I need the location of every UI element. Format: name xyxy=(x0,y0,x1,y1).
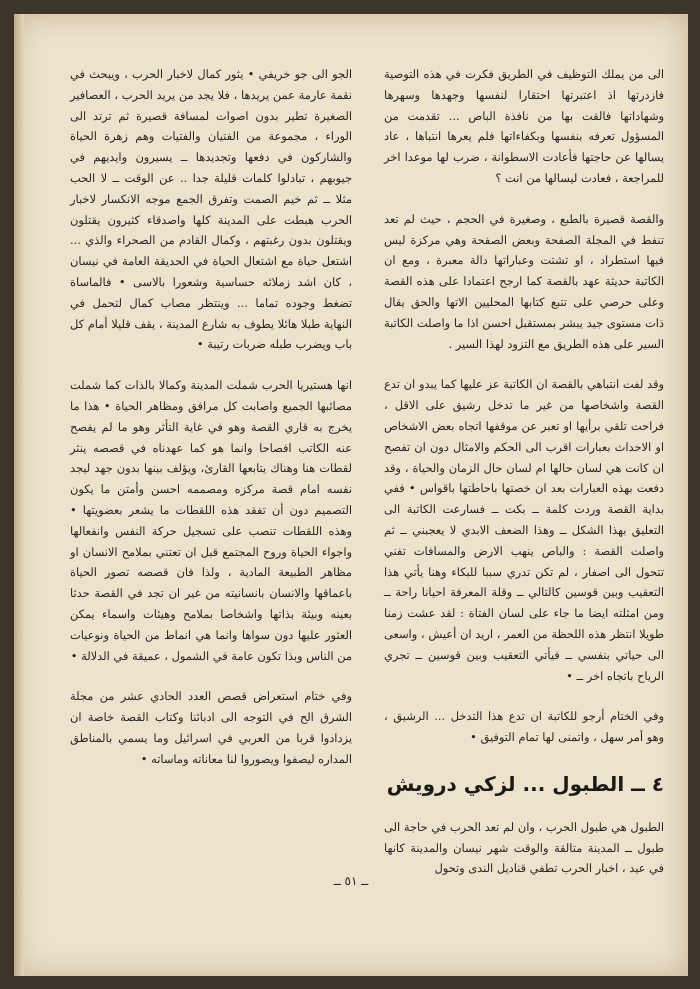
right-paragraph-1: الى من يملك التوظيف في الطريق فكرت في هذه التوصية فازدرتها اذ اعتبرتها احتقارا لنفسها وجهدها وسهرها وشهاداتها فالقت بها من نافذة الباص ... تقدمت من المسؤول تعرفه بنفسها وبكفاءاتها فلم يعرها انتباها ، عاد يسالها عن حاجتها فأعادت الاسطوانة ، ضرب لها موعدا اخر للمراجعة ، فعادت ليسالها من انت ؟ xyxy=(384,67,664,185)
left-paragraph-1: الجو الى جو خريفي • يثور كمال لاخبار الحرب ، ويبحث في نقمة عارمة عمن يريدها ، فلا يجد من يريد الحرب ، العصافير الصغيرة تطير بدون اصوات لمسافة قصيرة ثم ترتد الى الوراء ، مجموعة من الفتيان والفتيات وهم زهرة الحياة والشاركون في دفعها وتجديدها ــ يسيرون وايديهم في جيوبهم ، تبادلوا كلمات قليلة جدا .. عن الوقت ــ لا الحب مثلا ــ ثم خيم الصمت وتفرق الجمع موجه الانكسار لاخبار الحرب هبطت على المدينة كلها واصدقاء كثيرون يقتلون ويقتلون بدون رغبتهم ، وكمال القادم من الصحراء والذي ... اشتعل حياة مع اشتعال الحياة في الحديقة العامة في نيسان ، كان اشد زملائه حساسية وشعورا بالاسى • فالماساة تضغط وجوده تماما ... وينتظر مصاب كمال لتحمل في النهاية طبلا هائلا يطوف به شارع المدينة ، يقف قليلا أمام كل باب ويضرب طبله ضربات رتيبة • xyxy=(70,67,352,352)
section-text: الطبول هي طبول الحرب ، وان لم تعد الحرب في حاجة الى طبول ــ المدينة متالقة والوقت شهر نيسان والمدينة كانها في عيد ، اخبار الحرب تطفي قناديل الندى وتحول xyxy=(384,819,664,876)
left-paragraph-3: وفي ختام استعراض قصص العدد الحادي عشر من مجلة الشرق الح في التوجه الى ادبائنا وكتاب القصة خاصة ان يزدادوا قربا من العربي في اسرائيل وما يسمي بالمناطق المداره ليصفوا ويصوروا لنا معاناته وماساته • xyxy=(70,689,352,766)
section-heading: ٤ ــ الطبول ... لزكي درويش xyxy=(386,771,664,796)
right-paragraph-3: وقد لفت انتباهي بالقصة ان الكاتبة عز عليها كما يبدو ان تدع القصة واشخاصها من غير ما تدخل رشيق على الاقل ، فراحت تلقي برأيها او تعبر عن موقفها اتجاه بعض الاشخاص او الاحداث بعبارات اقرب الى الحكم والامثال دون ان تفصح ان كانت هي لسان حالها ام لسان حال الزمان والحياة ، وقد دفعت بهذه العبارات بعد ان خصتها باحاطتها باقواس • ففي بداية القصة وردت كلمة ــ بكت ــ فسارعت الكاتبة الى التعليق بهذا الشكل ــ وهذا الضعف الابدي لا يعجبني ــ ثم واصلت القصة : والباص ينهب الارض والمسافات تفني تتحول الى اصفار ، لم تكن تدري سببا للبكاء وهنا يأتي هذا التعقيب وبين قوسين كالتالي ــ وقلة المعرفة احيانا راحة ــ ومن امثلته ايضا ما جاء على لسان الفتاة : لقد عشت زمنا طويلا انتظر هذه اللحظة من العمر ، اريد ان أعيش ، واسعى الى حياتي بنفسي ــ فيأتي التعقيب وبين قوسين ــ تجري الرياح باتجاه اخر ــ • xyxy=(384,377,664,683)
right-paragraph-2: والقصة قصيرة بالطبع ، وصغيرة في الحجم ، حيث لم تعد تنفط في المجلة الصفحة وبعض الصفحة وهي مركزة ليس فيها استطراد ، او تشتت وعباراتها دالة معبرة ، ومع ان الكاتبة حديثة عهد بالقصة كما ارجح اعتمادا على هذه القصة وعلى حرصي على تتبع كتابها المحليين الاتها والحق يقال ذات مستوى جيد يبشر بمستقبل احسن اذا ما واصلت الكاتبة السير على هذه الطريق مع التزود لهذا السير . xyxy=(384,211,664,351)
page-number: ــ ٥١ ــ xyxy=(333,874,369,888)
magazine-page xyxy=(14,14,688,976)
left-column xyxy=(70,64,352,790)
right-paragraph-4: وفي الختام أرجو للكاتبة ان تدع هذا التدخل ... الرشيق ، وهو أمر سهل ، واتمنى لها تمام التوفيق • xyxy=(384,709,664,745)
left-paragraph-2: انها هستيريا الحرب شملت المدينة وكمالا بالذات كما شملت مصائبها الجميع واصابت كل مرافق ومظاهر الحياة • هذا ما يخرج به قاري القصة وهو في غاية التأثر وهو ما لم يفصح عنه الكاتب افصاحا وانما هو كما عهدناه في قصصه ينثر لقطات هنا وهناك يتابعها القارئ، ويؤلف بينها بدون جهد ليجد نفسه امام قصة مركزه ومصممه احسن وأمتن ما يكون التصميم دون أن تفقد هذه اللقطات ما يشعر بعضويتها • وهذه اللقطات تنصب على تسجيل حركة النفس وانفعالها واجواء الحياة وروح المجتمع قبل ان تعتني بملامح الانسان او مظاهر الطبيعة المادية ، ولذا فان قصصه تصور الحياة باعماقها والانسان بانسانيته من غير ان تجد في القصة حدثا بعينه وبيئة بذاتها واشخاصا بملامح وهيئات واسماء يمكن العثور عليها دون سواها وانما هي انماط من الحياة ونوعيات من الناس وبذا تكون عامة في الشمول ، عميقة في الدلالة • xyxy=(70,378,352,663)
page-binding-edge xyxy=(14,14,24,976)
right-column xyxy=(384,64,664,899)
